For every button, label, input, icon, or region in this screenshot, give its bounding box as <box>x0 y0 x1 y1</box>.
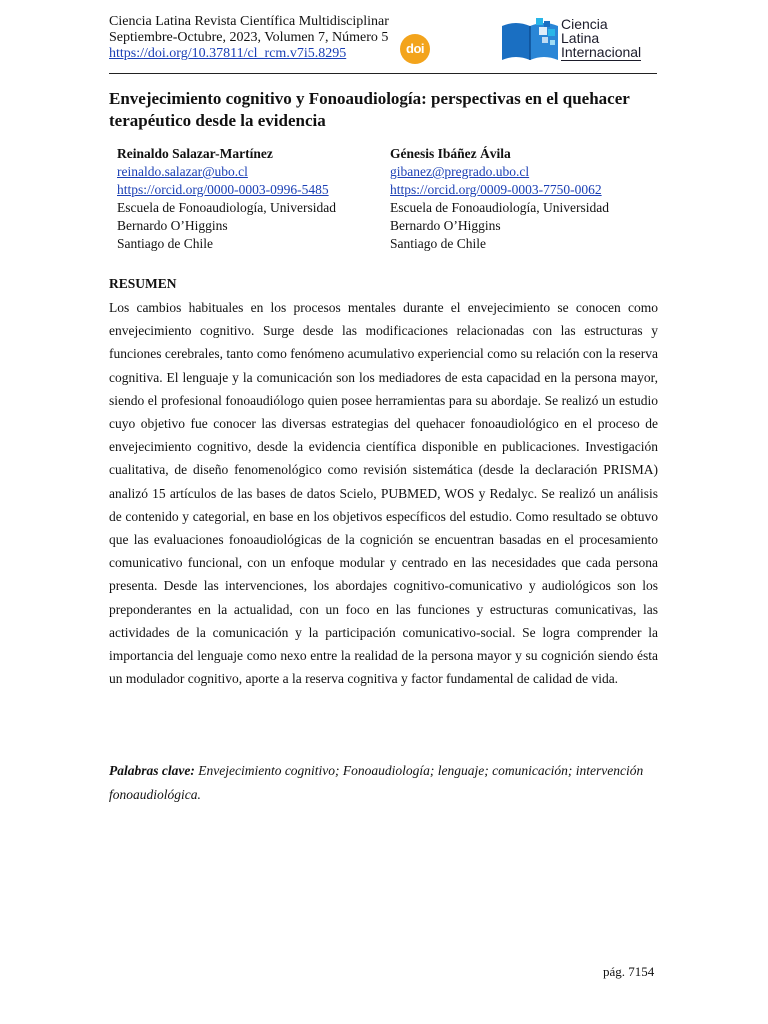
author-name: Reinaldo Salazar-Martínez <box>117 146 273 161</box>
logo-line-1: Ciencia <box>561 16 608 32</box>
abstract-text: Los cambios habituales en los procesos mentales durante el envejecimiento se conocen como envejecimiento cognitivo. Surge desde las modificaciones relacionadas con las estructuras y funciones cerebrales, tanto como fenómeno acumulativo experiencial como su relación con la reserva cognitiva. El lenguaje y la comunicación son los mediadores de esta capacidad en la persona mayor, siendo el profesional fonoaudiólogo quien posee herramientas para su abordaje. Se realizó un estudio cuyo objetivo fue conocer las diversas estrategias del quehacer fonoaudiológico en el proceso de envejecimiento cognitivo, desde la evidencia científica disponible en publicaciones. Investigación cualitativa, de diseño fenomenológico como revisión sistemática (desde la declaración PRISMA) analizó 15 artículos de las bases de datos Scielo, PUBMED, WOS y Redalyc. Se realizó un análisis de contenido y categorial, en base en los objetivos específicos del estudio. Como resultado se obtuvo que las evaluaciones fonoaudiológicas de la cognición se encuentran basadas en el procesamiento comunicativo funcional, con un enfoque modular y centrado en las necesidades que cada persona presenta. Desde las intervenciones, los abordajes cognitivo-comunicativo y audiológicos son los preponderantes en la actualidad, con un foco en las funciones y estructuras comunicativas, las actividades de la comunicación y la participación comunicativo-social. Se logra comprender la importancia del lenguaje como nexo entre la realidad de la persona mayor y su cognición siendo ésta un modulador cognitivo, aporte a la reserva cognitiva y factor fundamental de calidad de vida. <box>109 300 658 687</box>
journal-name: Ciencia Latina Revista Científica Multidisciplinar <box>109 14 389 29</box>
author-affiliation-cont: Bernardo O’Higgins <box>390 218 501 233</box>
author-city: Santiago de Chile <box>390 236 486 251</box>
logo-line-2: Latina <box>561 30 600 46</box>
page-header <box>109 14 657 74</box>
abstract-heading: RESUMEN <box>109 276 177 291</box>
author-orcid-link[interactable]: https://orcid.org/0009-0003-7750-0062 <box>390 182 602 197</box>
author-block-1 <box>117 145 336 253</box>
doi-link[interactable]: https://doi.org/10.37811/cl_rcm.v7i5.8295 <box>109 46 347 61</box>
logo-book-icon <box>500 16 560 62</box>
author-email-link[interactable]: gibanez@pregrado.ubo.cl <box>390 164 530 179</box>
author-block-2 <box>390 145 609 253</box>
author-name: Génesis Ibáñez Ávila <box>390 146 511 161</box>
keywords <box>109 759 658 807</box>
author-affiliation: Escuela de Fonoaudiología, Universidad <box>117 200 336 215</box>
logo-line-3: Internacional <box>561 44 642 60</box>
page-number: pág. 7154 <box>603 964 655 979</box>
ciencia-latina-logo <box>500 14 660 64</box>
author-email-link[interactable]: reinaldo.salazar@ubo.cl <box>117 164 248 179</box>
keywords-label: Palabras clave: <box>109 763 195 778</box>
author-orcid-link[interactable]: https://orcid.org/0000-0003-0996-5485 <box>117 182 329 197</box>
author-city: Santiago de Chile <box>117 236 213 251</box>
logo-wordmark <box>561 17 641 61</box>
author-affiliation: Escuela de Fonoaudiología, Universidad <box>390 200 609 215</box>
author-affiliation-cont: Bernardo O’Higgins <box>117 218 228 233</box>
doi-badge-icon: doi <box>400 34 430 64</box>
keywords-text: Envejecimiento cognitivo; Fonoaudiología; lenguaje; comunicación; intervención fonoaudiológica. <box>109 763 644 802</box>
paper-title: Envejecimiento cognitivo y Fonoaudiología: perspectivas en el quehacer terapéutico desde la evidencia <box>109 89 630 130</box>
journal-issue: Septiembre-Octubre, 2023, Volumen 7, Número 5 <box>109 30 389 45</box>
header-rule <box>109 73 657 74</box>
